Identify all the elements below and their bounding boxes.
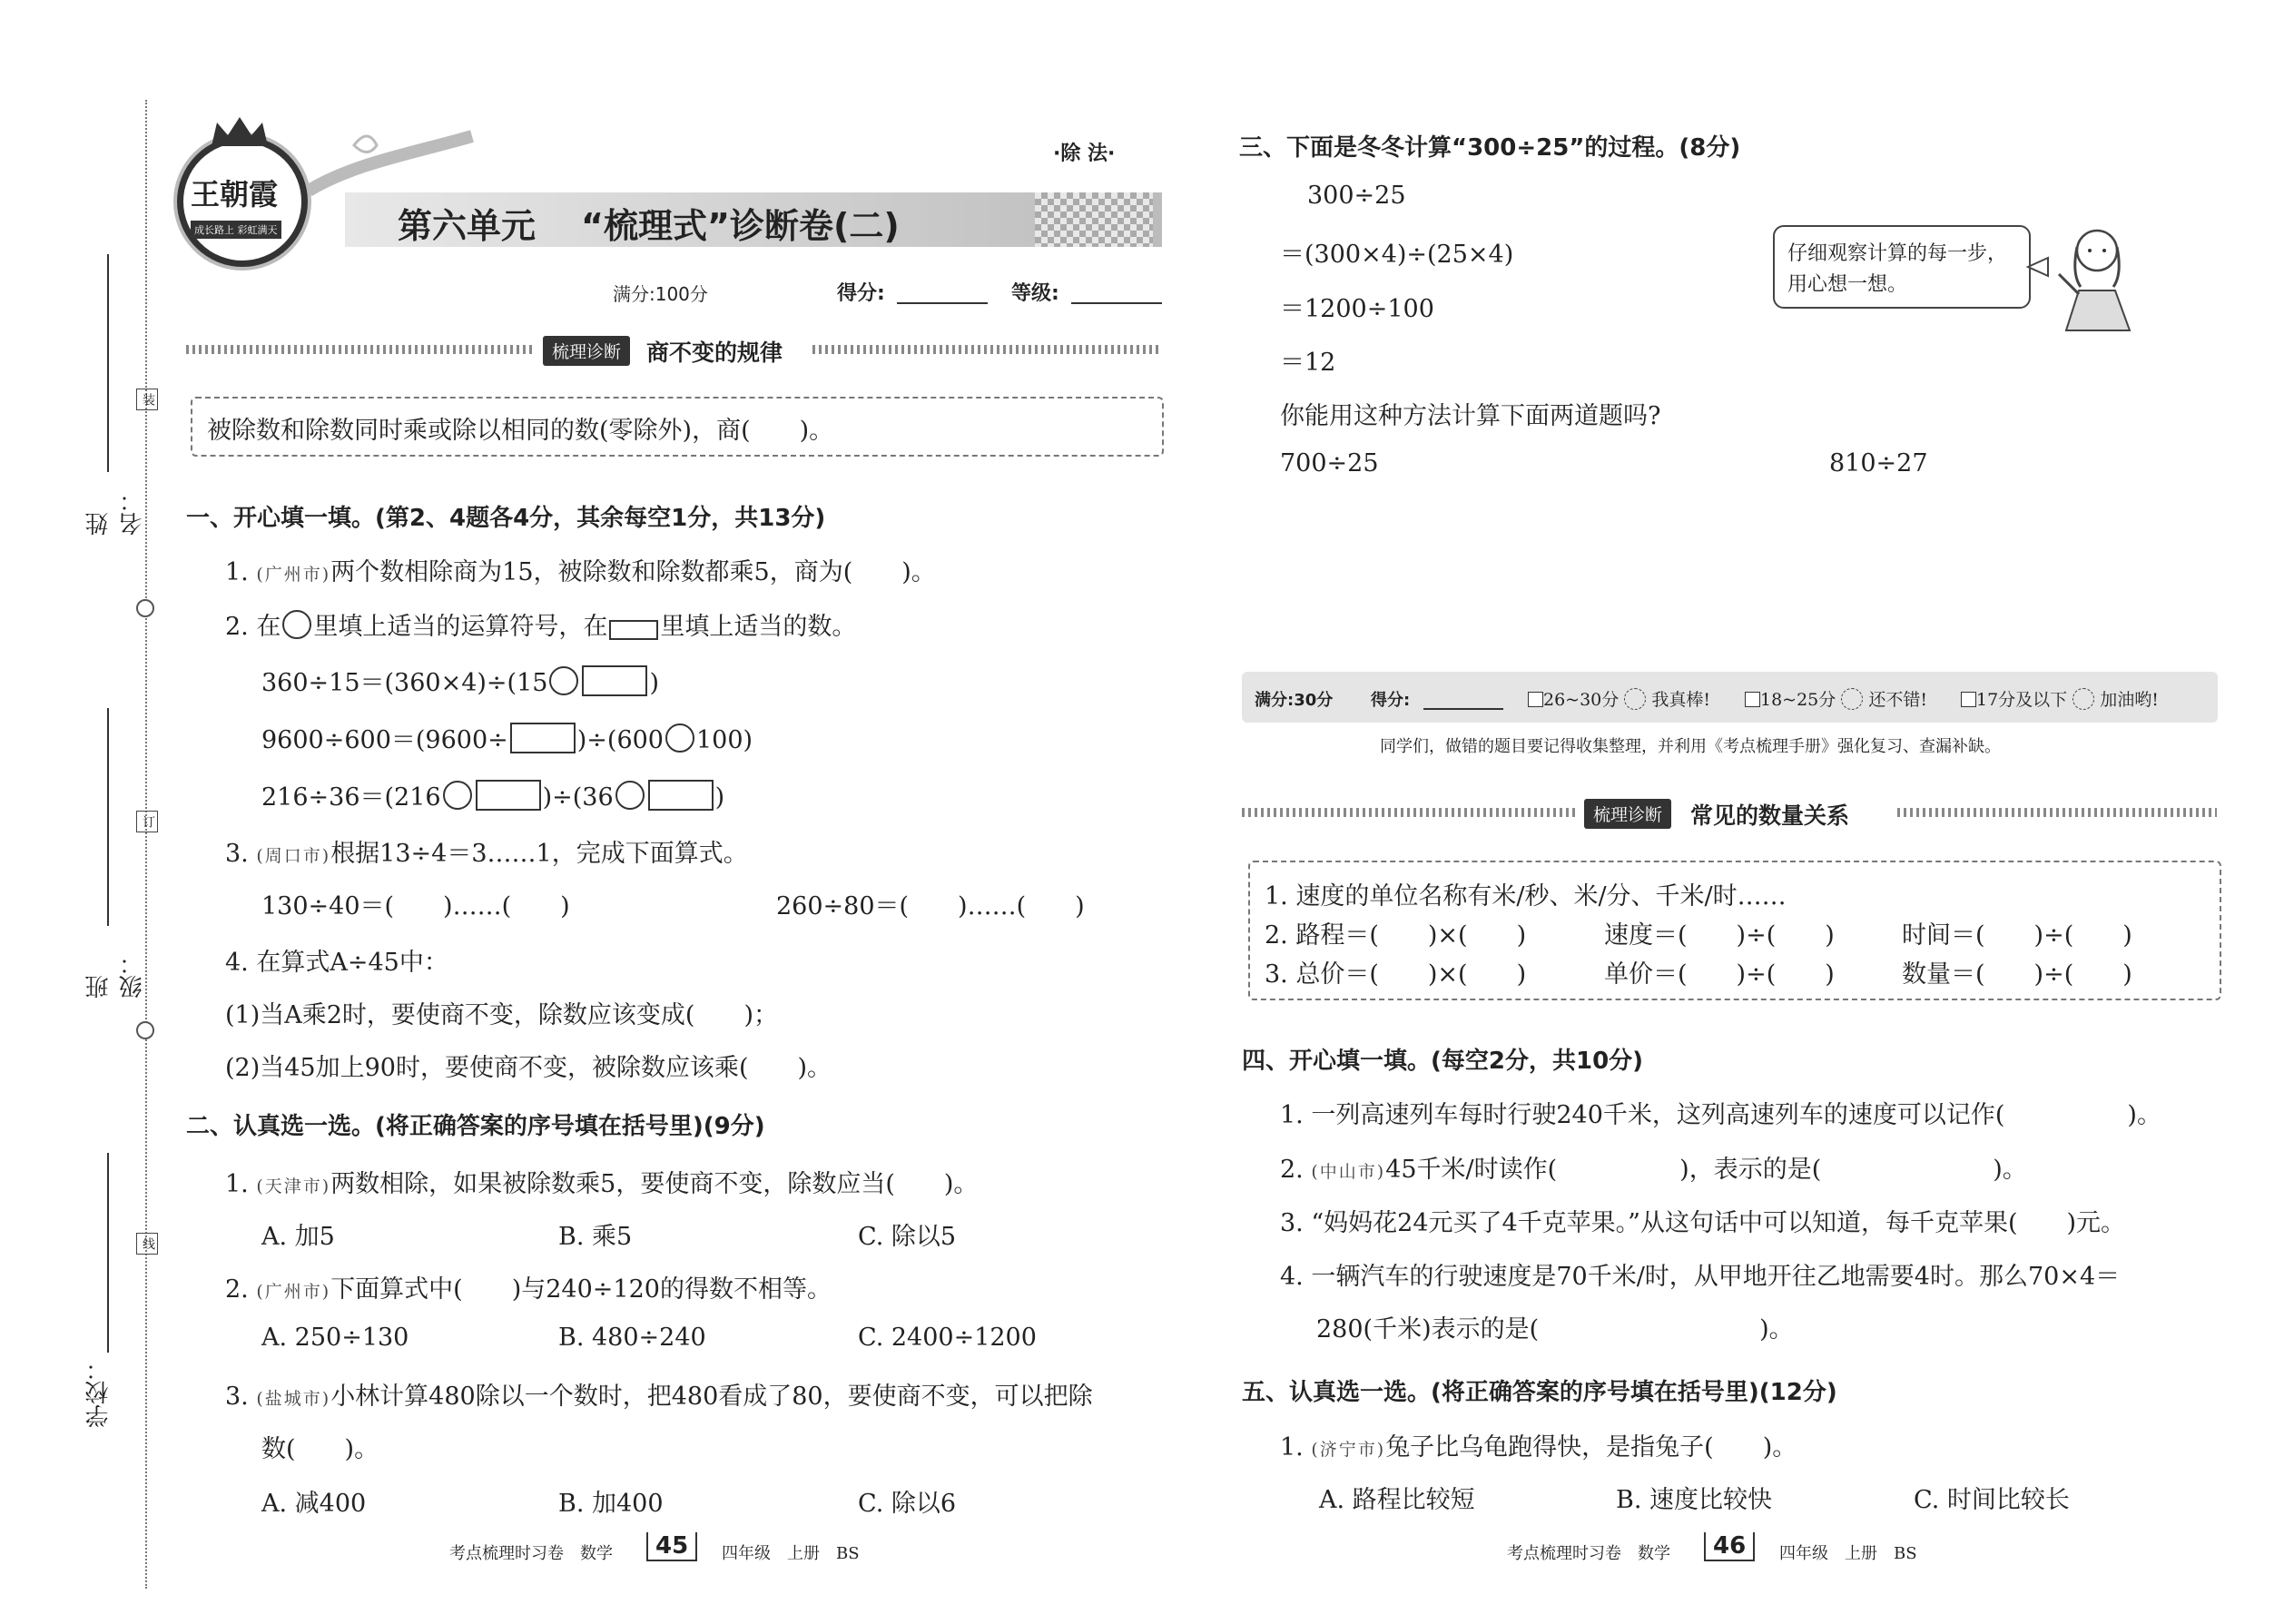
class-label: 班级： (85, 951, 146, 999)
grade-label: 等级: (1011, 282, 1059, 305)
q2-item3-option-b[interactable]: B. 加400 (558, 1490, 664, 1518)
q2-item2-option-c[interactable]: C. 2400÷1200 (858, 1324, 1037, 1352)
q1-item4: 4. 在算式A÷45中： (225, 949, 448, 977)
scorebar-score: 得分: (1371, 691, 1411, 710)
q5-item1-option-b[interactable]: B. 速度比较快 (1616, 1486, 1773, 1514)
q5-item1-option-c[interactable]: C. 时间比较长 (1914, 1486, 2070, 1514)
bubble-line-1: 仔细观察计算的每一步， (1787, 242, 2008, 265)
review2-speed[interactable]: 速度＝( )÷( ) (1604, 921, 1835, 950)
q2-item2-option-a[interactable]: A. 250÷130 (261, 1324, 409, 1352)
footer-grade-right: 四年级 上册 BS (1779, 1544, 1917, 1563)
smile-face-icon (1841, 688, 1863, 710)
scorebar-full: 满分:30分 (1255, 691, 1334, 710)
q2-item2: 2. (广州市)下面算式中( )与240÷120的得数不相等。 (225, 1275, 832, 1304)
scorebar-blank[interactable] (1423, 708, 1503, 710)
review-title: 商不变的规律 (646, 340, 783, 366)
divider-right (1897, 808, 2217, 817)
speech-bubble (1773, 225, 2031, 309)
q1-item4-sub2[interactable]: (2)当45加上90时，要使商不变，被除数应该乘( )。 (225, 1054, 832, 1082)
answer-box-icon (609, 620, 658, 640)
review-tag: 梳理诊断 (543, 336, 630, 366)
brand-logo (177, 136, 308, 267)
page-number-left: 45 (646, 1532, 697, 1561)
q5-item1: 1. (济宁市)兔子比乌龟跑得快，是指兔子( )。 (1280, 1433, 1797, 1462)
divider-left (1242, 808, 1578, 817)
q2-item1: 1. (天津市)两数相除，如果被除数乘5，要使商不变，除数应当( )。 (225, 1170, 979, 1198)
smile-face-icon (1624, 688, 1646, 710)
review-rule-text: 被除数和除数同时乘或除以相同的数(零除外)，商( )。 (207, 417, 834, 445)
q3-step-4: ＝12 (1280, 349, 1336, 377)
score-blank[interactable] (897, 302, 988, 304)
bubble-line-2: 用心想一想。 (1787, 273, 1908, 296)
q2-item3: 3. (盐城市)小林计算480除以一个数时，把480看成了80，要使商不变，可以把除 (225, 1383, 1093, 1411)
q1-item3-a[interactable]: 130÷40＝( )……( ) (261, 892, 570, 920)
school-field[interactable] (82, 1153, 118, 1434)
q2-item2-option-b[interactable]: B. 480÷240 (558, 1324, 706, 1352)
q3-step-1: 300÷25 (1307, 182, 1406, 210)
operator-circle-icon (282, 610, 311, 639)
seal-mark-xian: 线 (136, 1233, 158, 1255)
q2-item1-option-a[interactable]: A. 加5 (261, 1223, 335, 1251)
girl-character-icon (2026, 220, 2158, 333)
q2-title: 二、认真选一选。(将正确答案的序号填在括号里)(9分) (186, 1113, 765, 1140)
review2-distance[interactable]: 2. 路程＝( )×( ) (1265, 921, 1527, 950)
scorebar-note: 同学们，做错的题目要记得收集整理，并利用《考点梳理手册》强化复习、查漏补缺。 (1380, 737, 2001, 756)
seal-mark-ding: 订 (136, 811, 158, 832)
binding-hole-icon (136, 1021, 154, 1039)
divider-right (812, 345, 1162, 354)
q5-item1-option-a[interactable]: A. 路程比较短 (1319, 1486, 1475, 1514)
q5-title: 五、认真选一选。(将正确答案的序号填在括号里)(12分) (1242, 1379, 1837, 1406)
q3-question: 你能用这种方法计算下面两道题吗? (1280, 402, 1661, 430)
exam-title: “梳理式”诊断卷(二) (581, 206, 900, 246)
checker-pattern (1035, 192, 1153, 247)
q1-item2-line1[interactable]: 360÷15＝(360×4)÷(15 ) (261, 663, 659, 698)
q2-item3-option-a[interactable]: A. 减400 (261, 1490, 367, 1518)
full-score-label: 满分:100分 (613, 283, 708, 305)
review2-time[interactable]: 时间＝( )÷( ) (1902, 921, 2132, 950)
q2-item3-option-c[interactable]: C. 除以6 (858, 1490, 957, 1518)
q2-item3-cont: 数( )。 (261, 1435, 379, 1463)
q3-step-3: ＝1200÷100 (1280, 295, 1434, 323)
grade-blank[interactable] (1071, 302, 1162, 304)
binding-dotted-line (145, 100, 147, 1589)
q1-item2: 2. 在 里填上适当的运算符号，在 里填上适当的数。 (225, 606, 856, 642)
q3-exercise-2[interactable]: 810÷27 (1829, 449, 1928, 477)
score-label: 得分: (837, 282, 885, 305)
review2-line-1: 1. 速度的单位名称有米/秒、米/分、千米/时…… (1265, 882, 1787, 910)
q2-item1-option-c[interactable]: C. 除以5 (858, 1223, 957, 1251)
q3-exercise-1[interactable]: 700÷25 (1280, 449, 1379, 477)
q1-item4-sub1[interactable]: (1)当A乘2时，要使商不变，除数应该变成( )； (225, 1001, 778, 1029)
name-field[interactable] (82, 254, 146, 536)
q1-item2-line3[interactable]: 216÷36＝(216 )÷(36 ) (261, 777, 724, 812)
footer-book-right: 考点梳理时习卷 数学 (1507, 1544, 1670, 1563)
section-label: ·除 法· (1053, 143, 1116, 165)
q1-item1: 1. (广州市)两个数相除商为15，被除数和除数都乘5，商为( )。 (225, 558, 936, 586)
q1-item2-line2[interactable]: 9600÷600＝(9600÷ )÷(600 100) (261, 720, 753, 755)
footer-book-left: 考点梳理时习卷 数学 (449, 1544, 613, 1563)
q4-item2[interactable]: 2. (中山市)45千米/时读作( )，表示的是( )。 (1280, 1156, 2027, 1184)
unit-title: 第六单元 (398, 206, 537, 246)
rating-option-3[interactable]: 17分及以下 加油哟! (1961, 686, 2159, 711)
brand-slogan: 成长路上 彩虹满天 (191, 221, 281, 239)
rating-option-1[interactable]: 26~30分 我真棒! (1528, 686, 1710, 711)
footer-grade-left: 四年级 上册 BS (722, 1544, 860, 1563)
rating-option-2[interactable]: 18~25分 还不错! (1745, 686, 1927, 711)
q1-item3-b[interactable]: 260÷80＝( )……( ) (776, 892, 1085, 920)
review2-tag: 梳理诊断 (1584, 799, 1671, 829)
q4-item3[interactable]: 3. “妈妈花24元买了4千克苹果。”从这句话中可以知道，每千克苹果( )元。 (1280, 1209, 2126, 1237)
q4-title: 四、开心填一填。(每空2分，共10分) (1242, 1048, 1644, 1075)
seal-mark-zhuang: 装 (136, 389, 158, 410)
q4-item1[interactable]: 1. 一列高速列车每时行驶240千米，这列高速列车的速度可以记作( )。 (1280, 1101, 2161, 1129)
divider-left (186, 345, 536, 354)
smile-face-icon (2072, 688, 2094, 710)
ribbon-decoration-icon (300, 127, 481, 200)
q3-step-2: ＝(300×4)÷(25×4) (1280, 241, 1514, 269)
name-label: 姓名： (85, 488, 146, 536)
crown-icon (208, 115, 271, 148)
q1-item3: 3. (周口市)根据13÷4＝3……1，完成下面算式。 (225, 840, 748, 868)
review2-title: 常见的数量关系 (1690, 802, 1850, 829)
class-field[interactable] (82, 708, 146, 999)
q4-item4-cont[interactable]: 280(千米)表示的是( )。 (1316, 1315, 1794, 1343)
review2-total-price[interactable]: 3. 总价＝( )×( ) (1265, 960, 1527, 989)
brand-name: 王朝霞 (191, 177, 279, 212)
q4-item4: 4. 一辆汽车的行驶速度是70千米/时，从甲地开往乙地需要4时。那么70×4＝ (1280, 1263, 2121, 1291)
q1-title: 一、开心填一填。(第2、4题各4分，其余每空1分，共13分) (186, 505, 826, 532)
review2-unit-price[interactable]: 单价＝( )÷( ) (1604, 960, 1835, 989)
review2-quantity[interactable]: 数量＝( )÷( ) (1902, 960, 2132, 989)
q2-item1-option-b[interactable]: B. 乘5 (558, 1223, 633, 1251)
binding-hole-icon (136, 599, 154, 617)
q3-title: 三、下面是冬冬计算“300÷25”的过程。(8分) (1239, 134, 1741, 162)
page-number-right: 46 (1704, 1532, 1755, 1561)
school-label: 学校： (85, 1357, 113, 1428)
